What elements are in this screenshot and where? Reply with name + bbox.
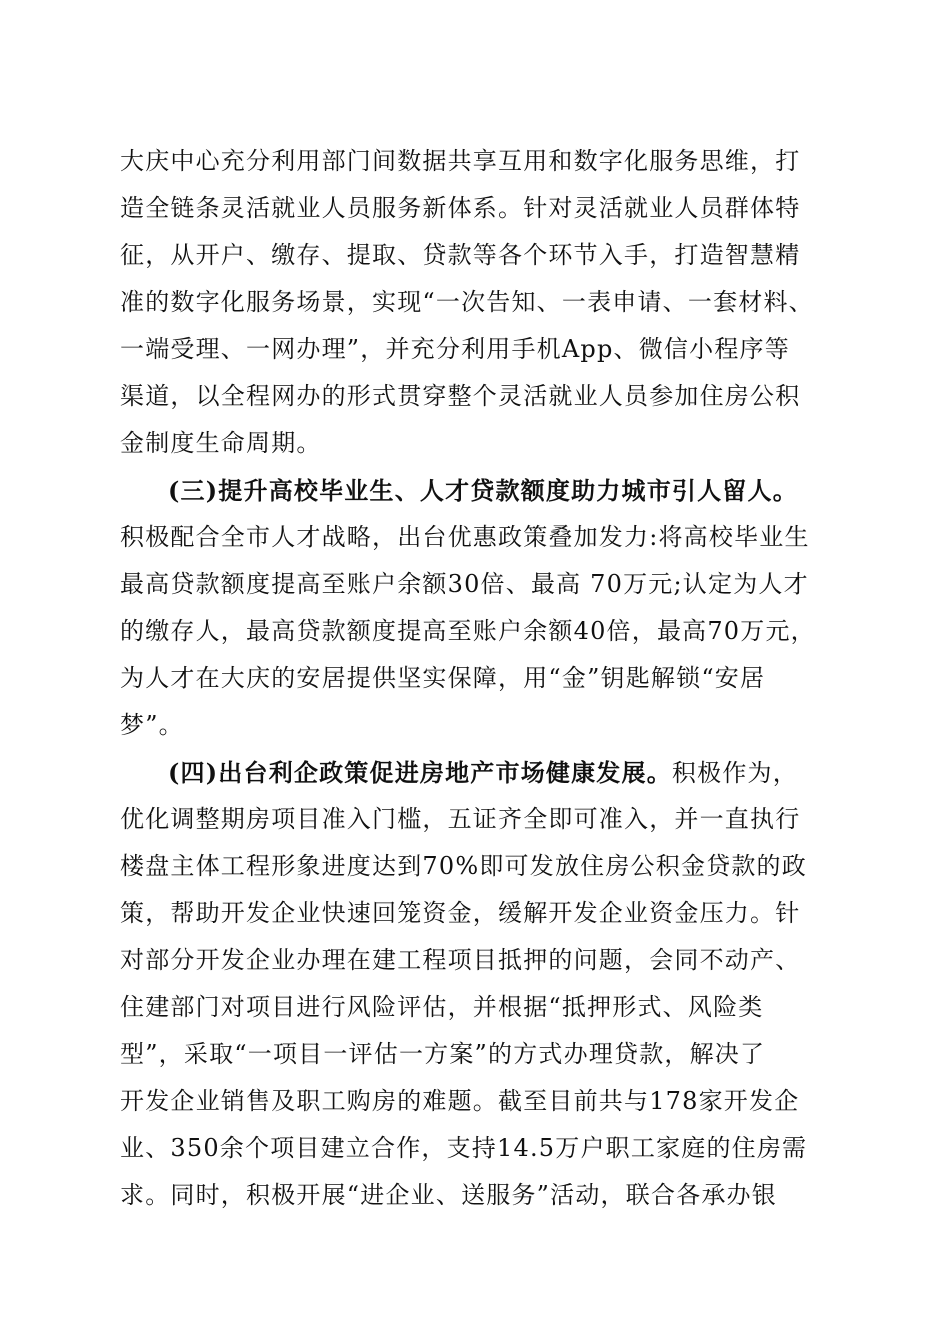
section-heading-line [120,749,836,796]
text-line: 大庆中心充分利用部门间数据共享互用和数字化服务思维，打 [120,147,801,175]
section-talent-loan [120,467,836,749]
text-line: 住建部门对项目进行风险评估，并根据“抵押形式、风险类 [120,993,764,1021]
text-line: 梦”。 [120,711,184,739]
text-line: 型”，采取“一项目一评估一方案”的方式办理贷款，解决了 [120,1040,766,1068]
text-line: 业、350余个项目建立合作，支持14.5万户职工家庭的住房需 [120,1134,808,1162]
section-heading: (三)提升高校毕业生、人才贷款额度助力城市引人留人。 [168,476,798,505]
paragraph-flexible-employment [120,138,836,467]
document-body [120,138,836,1219]
text-line: 积极配合全市人才战略，出台优惠政策叠加发力:将高校毕业生 [120,523,810,551]
section-real-estate-policy [120,749,836,1219]
text-line: 的缴存人，最高贷款额度提高至账户余额40倍，最高70万元， [120,617,816,645]
text-line: 征，从开户、缴存、提取、贷款等各个环节入手，打造智慧精 [120,241,801,269]
text-line: 策，帮助开发企业快速回笼资金，缓解开发企业资金压力。针 [120,899,801,927]
text-line: 造全链条灵活就业人员服务新体系。针对灵活就业人员群体特 [120,194,801,222]
text-line: 优化调整期房项目准入门槛，五证齐全即可准入，并一直执行 [120,805,801,833]
section-heading: (四)出台利企政策促进房地产市场健康发展。 [168,758,672,787]
text-line: 楼盘主体工程形象进度达到70%即可发放住房公积金贷款的政 [120,852,807,880]
text-line: 为人才在大庆的安居提供坚实保障，用“金”钥匙解锁“安居 [120,664,766,692]
text-line: 对部分开发企业办理在建工程项目抵押的问题，会同不动产、 [120,946,801,974]
text-line: 渠道，以全程网办的形式贯穿整个灵活就业人员参加住房公积 [120,382,801,410]
text-line: 一端受理、一网办理”，并充分利用手机App、微信小程序等 [120,335,790,363]
section-heading-tail: 积极作为， [671,759,798,787]
text-line: 开发企业销售及职工购房的难题。截至目前共与178家开发企 [120,1087,800,1115]
text-line: 金制度生命周期。 [120,429,322,457]
text-line: 最高贷款额度提高至账户余额30倍、最高 70万元;认定为人才 [120,570,809,598]
text-line: 求。同时，积极开展“进企业、送服务”活动，联合各承办银 [120,1181,777,1209]
text-line: 准的数字化服务场景，实现“一次告知、一表申请、一套材料、 [120,288,814,316]
